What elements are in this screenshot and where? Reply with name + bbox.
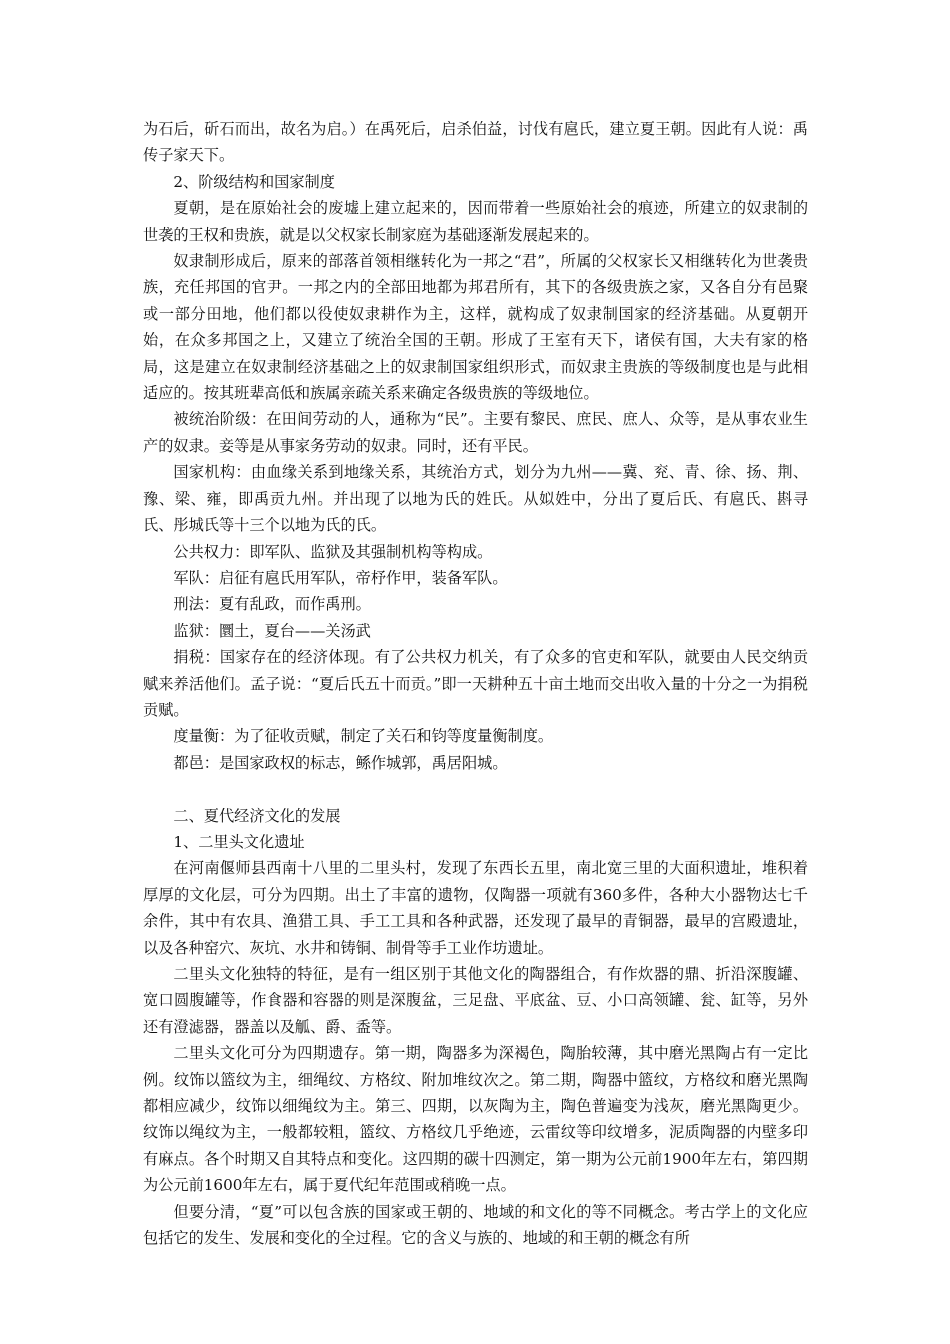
paragraph: 被统治阶级：在田间劳动的人，通称为“民”。主要有黎民、庶民、庶人、众等，是从事农业生产的奴隶。妾等是从事家务劳动的奴隶。同时，还有平民。 <box>143 410 808 455</box>
paragraph: 公共权力：即军队、监狱及其强制机构等构成。 <box>173 542 493 561</box>
paragraph: 为石后，斫石而出，故名为启。）在禹死后，启杀伯益，讨伐有扈氏，建立夏王朝。因此有人说：禹传子家天下。 <box>143 120 808 165</box>
paragraph: 度量衡：为了征收贡赋，制定了关石和钧等度量衡制度。 <box>173 727 554 746</box>
paragraph: 国家机构：由血缘关系到地缘关系，其统治方式，划分为九州——冀、兖、青、徐、扬、荆、豫、梁、雍，即禹贡九州。并出现了以地为氏的姓氏。从姒姓中，分出了夏后氏、有扈氏、斟寻氏、彤城氏等十三个以地为氏的氏。 <box>143 463 808 535</box>
paragraph: 刑法：夏有乱政，而作禹刑。 <box>173 595 371 614</box>
paragraph: 在河南偃师县西南十八里的二里头村，发现了东西长五里，南北宽三里的大面积遗址，堆积着厚厚的文化层，可分为四期。出土了丰富的遗物，仅陶器一项就有360多件，各种大小器物达七千余件，其中有农具、渔猎工具、手工工具和各种武器，还发现了最早的青铜器，最早的宫殿遗址，以及各种窑穴、灰坑、水井和铸铜、制骨等手工业作坊遗址。 <box>143 859 808 957</box>
paragraph: 二里头文化可分为四期遗存。第一期，陶器多为深褐色，陶胎较薄，其中磨光黑陶占有一定比例。纹饰以篮纹为主，细绳纹、方格纹、附加堆纹次之。第二期，陶器中篮纹，方格纹和磨光黑陶都相应减少，纹饰以细绳纹为主。第三、四期，以灰陶为主，陶色普遍变为浅灰，磨光黑陶更少。纹饰以绳纹为主，一般都较粗，篮纹、方格纹几乎绝迹，云雷纹等印纹增多，泥质陶器的内壁多印有麻点。各个时期又自其特点和变化。这四期的碳十四测定，第一期为公元前1900年左右，第四期为公元前1600年左右，属于夏代纪年范围或稍晚一点。 <box>143 1044 808 1195</box>
section-heading: 2、阶级结构和国家制度 <box>173 172 335 191</box>
paragraph: 军队：启征有扈氏用军队，帝杼作甲，装备军队。 <box>173 568 508 587</box>
paragraph: 捐税：国家存在的经济体现。有了公共权力机关，有了众多的官吏和军队，就要由人民交纳贡赋来养活他们。孟子说：“夏后氏五十而贡。”即一天耕种五十亩土地而交出收入量的十分之一为捐税贡赋。 <box>143 648 808 719</box>
paragraph: 监狱：圜土，夏台——关汤武 <box>173 621 371 640</box>
paragraph: 但要分清，“夏”可以包含族的国家或王朝的、地域的和文化的等不同概念。考古学上的文化应包括它的发生、发展和变化的全过程。它的含义与族的、地域的和王朝的概念有所 <box>143 1202 808 1248</box>
paragraph: 夏朝，是在原始社会的废墟上建立起来的，因而带着一些原始社会的痕迹，所建立的奴隶制的世袭的王权和贵族，就是以父权家长制家庭为基础逐渐发展起来的。 <box>143 199 808 244</box>
paragraph: 都邑：是国家政权的标志，鲧作城郭，禹居阳城。 <box>173 753 508 772</box>
section-heading: 1、二里头文化遗址 <box>173 832 305 851</box>
chapter-heading: 二、夏代经济文化的发展 <box>173 806 341 825</box>
document-body <box>143 116 808 1251</box>
paragraph: 二里头文化独特的特征，是有一组区别于其他文化的陶器组合，有作炊器的鼎、折沿深腹罐、宽口圆腹罐等，作食器和容器的则是深腹盆，三足盘、平底盆、豆、小口高领罐、瓮、缸等，另外还有澄滤器，器盖以及觚、爵、盉等。 <box>143 964 808 1036</box>
blank-line <box>143 776 808 802</box>
paragraph: 奴隶制形成后，原来的部落首领相继转化为一邦之“君”，所属的父权家长又相继转化为世袭贵族，充任邦国的官尹。一邦之内的全部田地都为邦君所有，其下的各级贵族之家，又各自分有邑聚或一部分田地，他们都以役使奴隶耕作为主，这样，就构成了奴隶制国家的经济基础。从夏朝开始，在众多邦国之上，又建立了统治全国的王朝。形成了王室有天下，诸侯有国，大夫有家的格局，这是建立在奴隶制经济基础之上的奴隶制国家组织形式，而奴隶主贵族的等级制度也是与此相适应的。按其班辈高低和族属亲疏关系来确定各级贵族的等级地位。 <box>143 252 808 403</box>
